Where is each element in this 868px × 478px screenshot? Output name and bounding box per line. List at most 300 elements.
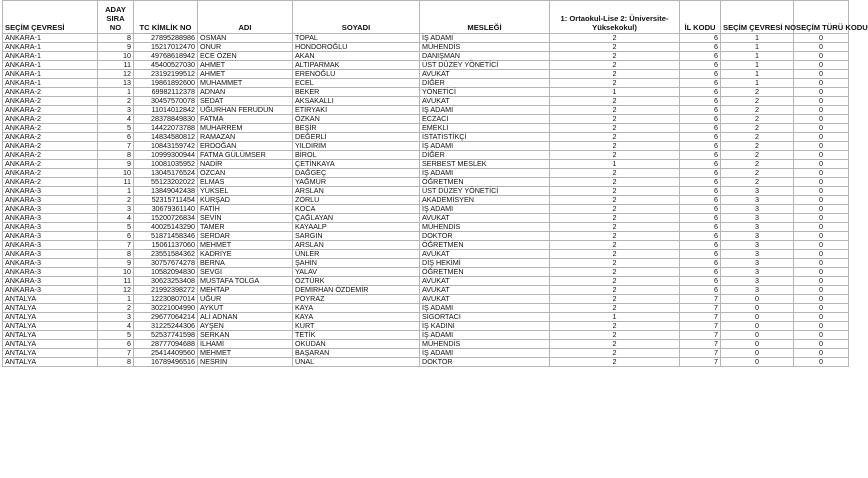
cell-meslegi: İŞ ADAMI — [420, 331, 550, 340]
cell-secim-cevresi: ANTALYA — [3, 331, 98, 340]
cell-adi: FATİH — [198, 205, 293, 214]
cell-tc-kimlik-no: 28777094688 — [134, 340, 198, 349]
cell-meslegi: AVUKAT — [420, 250, 550, 259]
cell-il-kodu: 6 — [680, 124, 721, 133]
cell-meslegi: EMEKLİ — [420, 124, 550, 133]
cell-secim-turu-kodu: 0 — [794, 160, 849, 169]
cell-secim-turu-kodu: 0 — [794, 169, 849, 178]
cell-il-kodu: 7 — [680, 340, 721, 349]
cell-aday-sira-no: 3 — [98, 205, 134, 214]
cell-secim-turu-kodu: 0 — [794, 115, 849, 124]
cell-aday-sira-no: 11 — [98, 61, 134, 70]
cell-tc-kimlik-no: 11014012842 — [134, 106, 198, 115]
cell-secim-turu-kodu: 0 — [794, 34, 849, 43]
cell-meslegi: AVUKAT — [420, 97, 550, 106]
cell-secim-turu-kodu: 0 — [794, 214, 849, 223]
cell-soyadi: TETİK — [293, 331, 420, 340]
cell-tc-kimlik-no: 10999300944 — [134, 151, 198, 160]
cell-secim-turu-kodu: 0 — [794, 106, 849, 115]
cell-secim-cevresi-no: 2 — [721, 88, 794, 97]
cell-adi: YÜKSEL — [198, 187, 293, 196]
cell-egitim: 2 — [550, 79, 680, 88]
cell-secim-cevresi-no: 3 — [721, 196, 794, 205]
cell-meslegi: ÜST DÜZEY YÖNETİCİ — [420, 187, 550, 196]
cell-tc-kimlik-no: 12230807014 — [134, 295, 198, 304]
cell-aday-sira-no: 4 — [98, 115, 134, 124]
cell-aday-sira-no: 3 — [98, 313, 134, 322]
cell-il-kodu: 6 — [680, 43, 721, 52]
cell-il-kodu: 6 — [680, 61, 721, 70]
cell-soyadi: ŞAHİN — [293, 259, 420, 268]
cell-soyadi: BEKER — [293, 88, 420, 97]
cell-aday-sira-no: 9 — [98, 160, 134, 169]
cell-secim-cevresi-no: 0 — [721, 295, 794, 304]
cell-secim-cevresi-no: 3 — [721, 241, 794, 250]
cell-aday-sira-no: 8 — [98, 358, 134, 367]
cell-il-kodu: 6 — [680, 178, 721, 187]
cell-il-kodu: 6 — [680, 88, 721, 97]
cell-secim-turu-kodu: 0 — [794, 304, 849, 313]
cell-soyadi: ÇETİNKAYA — [293, 160, 420, 169]
cell-meslegi: ECZACI — [420, 115, 550, 124]
cell-tc-kimlik-no: 30757674278 — [134, 259, 198, 268]
cell-egitim: 2 — [550, 295, 680, 304]
cell-il-kodu: 7 — [680, 331, 721, 340]
cell-secim-cevresi: ANKARA-1 — [3, 52, 98, 61]
cell-adi: ERDOĞAN — [198, 142, 293, 151]
cell-secim-cevresi-no: 0 — [721, 340, 794, 349]
cell-secim-turu-kodu: 0 — [794, 331, 849, 340]
cell-secim-cevresi-no: 0 — [721, 349, 794, 358]
cell-egitim: 2 — [550, 232, 680, 241]
cell-tc-kimlik-no: 40025143290 — [134, 223, 198, 232]
cell-egitim: 2 — [550, 52, 680, 61]
cell-soyadi: POYRAZ — [293, 295, 420, 304]
cell-adi: MEHMET — [198, 349, 293, 358]
cell-secim-cevresi: ANKARA-1 — [3, 70, 98, 79]
cell-secim-turu-kodu: 0 — [794, 61, 849, 70]
cell-soyadi: ÖZTÜRK — [293, 277, 420, 286]
cell-secim-cevresi-no: 2 — [721, 178, 794, 187]
header-meslegi: MESLEĞİ — [420, 1, 550, 34]
cell-secim-cevresi-no: 3 — [721, 250, 794, 259]
cell-soyadi: ZORLU — [293, 196, 420, 205]
cell-meslegi: AVUKAT — [420, 277, 550, 286]
cell-secim-cevresi: ANKARA-1 — [3, 43, 98, 52]
cell-secim-cevresi-no: 3 — [721, 259, 794, 268]
cell-soyadi: DEMİRHAN ÖZDEMİR — [293, 286, 420, 295]
cell-soyadi: ÇAĞLAYAN — [293, 214, 420, 223]
cell-egitim: 2 — [550, 106, 680, 115]
cell-egitim: 1 — [550, 88, 680, 97]
cell-aday-sira-no: 10 — [98, 268, 134, 277]
cell-adi: AHMET — [198, 70, 293, 79]
cell-adi: SEVGİ — [198, 268, 293, 277]
cell-meslegi: AVUKAT — [420, 214, 550, 223]
cell-meslegi: İŞ ADAMI — [420, 304, 550, 313]
cell-soyadi: BAŞARAN — [293, 349, 420, 358]
cell-aday-sira-no: 9 — [98, 43, 134, 52]
cell-il-kodu: 6 — [680, 133, 721, 142]
header-row — [3, 1, 849, 34]
cell-soyadi: AKSAKALLI — [293, 97, 420, 106]
candidate-table — [2, 0, 868, 367]
cell-il-kodu: 6 — [680, 241, 721, 250]
cell-secim-cevresi-no: 3 — [721, 277, 794, 286]
cell-secim-cevresi-no: 2 — [721, 106, 794, 115]
cell-il-kodu: 6 — [680, 52, 721, 61]
cell-tc-kimlik-no: 29677064214 — [134, 313, 198, 322]
header-egitim: 1: Ortaokul-Lise 2: Üniversite-Yüksekokul) — [550, 1, 680, 34]
cell-meslegi: İSTATİSTİKÇİ — [420, 133, 550, 142]
cell-egitim: 2 — [550, 322, 680, 331]
cell-tc-kimlik-no: 23551584362 — [134, 250, 198, 259]
header-secim-cevresi: SEÇİM ÇEVRESİ — [3, 1, 98, 34]
cell-adi: İLHAMİ — [198, 340, 293, 349]
cell-aday-sira-no: 7 — [98, 349, 134, 358]
cell-soyadi: KAYA — [293, 304, 420, 313]
cell-secim-cevresi: ANTALYA — [3, 349, 98, 358]
cell-secim-cevresi-no: 1 — [721, 61, 794, 70]
cell-aday-sira-no: 1 — [98, 187, 134, 196]
cell-aday-sira-no: 4 — [98, 322, 134, 331]
cell-adi: KADRİYE — [198, 250, 293, 259]
cell-egitim: 2 — [550, 70, 680, 79]
cell-il-kodu: 7 — [680, 358, 721, 367]
cell-tc-kimlik-no: 15217012470 — [134, 43, 198, 52]
cell-secim-cevresi-no: 2 — [721, 151, 794, 160]
cell-secim-cevresi: ANKARA-3 — [3, 232, 98, 241]
cell-egitim: 2 — [550, 142, 680, 151]
cell-egitim: 2 — [550, 250, 680, 259]
cell-soyadi: ÖZKAN — [293, 115, 420, 124]
cell-secim-turu-kodu: 0 — [794, 322, 849, 331]
cell-il-kodu: 7 — [680, 295, 721, 304]
cell-adi: MEHTAP — [198, 286, 293, 295]
cell-adi: MEHMET — [198, 241, 293, 250]
cell-egitim: 2 — [550, 223, 680, 232]
cell-meslegi: DİĞER — [420, 151, 550, 160]
cell-adi: SERDAR — [198, 232, 293, 241]
cell-secim-turu-kodu: 0 — [794, 241, 849, 250]
cell-egitim: 2 — [550, 97, 680, 106]
cell-tc-kimlik-no: 30221004990 — [134, 304, 198, 313]
cell-tc-kimlik-no: 31225244306 — [134, 322, 198, 331]
cell-soyadi: KOCA — [293, 205, 420, 214]
cell-soyadi: KAYAALP — [293, 223, 420, 232]
cell-secim-cevresi: ANTALYA — [3, 295, 98, 304]
cell-secim-cevresi-no: 1 — [721, 52, 794, 61]
cell-il-kodu: 6 — [680, 142, 721, 151]
cell-il-kodu: 6 — [680, 268, 721, 277]
cell-egitim: 1 — [550, 160, 680, 169]
cell-secim-turu-kodu: 0 — [794, 196, 849, 205]
cell-adi: MUHAMMET — [198, 79, 293, 88]
cell-il-kodu: 6 — [680, 151, 721, 160]
cell-il-kodu: 7 — [680, 349, 721, 358]
cell-soyadi: TOPAL — [293, 34, 420, 43]
cell-egitim: 2 — [550, 34, 680, 43]
cell-adi: UĞURHAN FERUDUN — [198, 106, 293, 115]
cell-tc-kimlik-no: 28378849830 — [134, 115, 198, 124]
cell-secim-cevresi-no: 3 — [721, 205, 794, 214]
cell-adi: SEVİN — [198, 214, 293, 223]
cell-meslegi: ÖĞRETMEN — [420, 268, 550, 277]
header-il-kodu: İL KODU — [680, 1, 721, 34]
cell-soyadi: ALTIPARMAK — [293, 61, 420, 70]
cell-egitim: 2 — [550, 43, 680, 52]
cell-adi: RAMAZAN — [198, 133, 293, 142]
cell-secim-cevresi-no: 3 — [721, 223, 794, 232]
cell-aday-sira-no: 7 — [98, 241, 134, 250]
cell-tc-kimlik-no: 10843159742 — [134, 142, 198, 151]
cell-secim-cevresi: ANKARA-2 — [3, 106, 98, 115]
cell-soyadi: ÜNAL — [293, 358, 420, 367]
cell-il-kodu: 7 — [680, 322, 721, 331]
cell-aday-sira-no: 5 — [98, 331, 134, 340]
cell-il-kodu: 6 — [680, 232, 721, 241]
cell-secim-cevresi-no: 0 — [721, 358, 794, 367]
cell-adi: FATMA GÜLÜMSER — [198, 151, 293, 160]
cell-egitim: 2 — [550, 286, 680, 295]
cell-secim-cevresi-no: 3 — [721, 286, 794, 295]
table-row — [3, 358, 849, 367]
cell-secim-turu-kodu: 0 — [794, 124, 849, 133]
cell-secim-turu-kodu: 0 — [794, 358, 849, 367]
cell-tc-kimlik-no: 10081035952 — [134, 160, 198, 169]
cell-soyadi: BİROL — [293, 151, 420, 160]
cell-tc-kimlik-no: 16789496516 — [134, 358, 198, 367]
cell-adi: MUHARREM — [198, 124, 293, 133]
cell-secim-turu-kodu: 0 — [794, 232, 849, 241]
cell-secim-turu-kodu: 0 — [794, 250, 849, 259]
cell-il-kodu: 6 — [680, 286, 721, 295]
header-secim-turu-kodu: SEÇİM TÜRÜ KODU — [794, 1, 849, 34]
cell-secim-cevresi-no: 3 — [721, 268, 794, 277]
cell-secim-cevresi: ANTALYA — [3, 313, 98, 322]
cell-secim-turu-kodu: 0 — [794, 349, 849, 358]
cell-secim-cevresi: ANKARA-2 — [3, 88, 98, 97]
cell-adi: BERNA — [198, 259, 293, 268]
cell-soyadi: OKUDAN — [293, 340, 420, 349]
cell-tc-kimlik-no: 27895288986 — [134, 34, 198, 43]
cell-tc-kimlik-no: 51871458346 — [134, 232, 198, 241]
cell-meslegi: SERBEST MESLEK — [420, 160, 550, 169]
cell-il-kodu: 6 — [680, 106, 721, 115]
cell-secim-cevresi-no: 2 — [721, 97, 794, 106]
cell-tc-kimlik-no: 52537741598 — [134, 331, 198, 340]
cell-tc-kimlik-no: 30457570078 — [134, 97, 198, 106]
cell-meslegi: DİŞ HEKİMİ — [420, 259, 550, 268]
cell-il-kodu: 6 — [680, 160, 721, 169]
cell-tc-kimlik-no: 52315711454 — [134, 196, 198, 205]
cell-meslegi: İŞ ADAMI — [420, 34, 550, 43]
cell-secim-turu-kodu: 0 — [794, 133, 849, 142]
header-secim-cevresi-no: SEÇİM ÇEVRESİ NO — [721, 1, 794, 34]
cell-secim-cevresi: ANKARA-3 — [3, 223, 98, 232]
cell-tc-kimlik-no: 45400527030 — [134, 61, 198, 70]
cell-egitim: 2 — [550, 205, 680, 214]
cell-aday-sira-no: 10 — [98, 52, 134, 61]
cell-secim-cevresi-no: 1 — [721, 34, 794, 43]
cell-egitim: 2 — [550, 187, 680, 196]
cell-il-kodu: 6 — [680, 214, 721, 223]
cell-tc-kimlik-no: 14834580812 — [134, 133, 198, 142]
cell-adi: ECE ÖZEN — [198, 52, 293, 61]
cell-tc-kimlik-no: 21992398272 — [134, 286, 198, 295]
cell-soyadi: ECEL — [293, 79, 420, 88]
cell-egitim: 2 — [550, 340, 680, 349]
cell-adi: SEDAT — [198, 97, 293, 106]
cell-meslegi: AKADEMİSYEN — [420, 196, 550, 205]
cell-meslegi: İŞ ADAMI — [420, 349, 550, 358]
cell-secim-cevresi: ANTALYA — [3, 322, 98, 331]
cell-aday-sira-no: 8 — [98, 34, 134, 43]
cell-soyadi: KURT — [293, 322, 420, 331]
cell-secim-cevresi-no: 0 — [721, 331, 794, 340]
cell-aday-sira-no: 1 — [98, 88, 134, 97]
cell-secim-cevresi: ANKARA-2 — [3, 178, 98, 187]
cell-aday-sira-no: 5 — [98, 124, 134, 133]
cell-secim-cevresi: ANTALYA — [3, 358, 98, 367]
cell-meslegi: İŞ KADINI — [420, 322, 550, 331]
cell-secim-cevresi-no: 1 — [721, 79, 794, 88]
cell-secim-turu-kodu: 0 — [794, 340, 849, 349]
cell-secim-cevresi-no: 3 — [721, 187, 794, 196]
cell-soyadi: KAYA — [293, 313, 420, 322]
cell-secim-cevresi-no: 0 — [721, 322, 794, 331]
cell-secim-cevresi-no: 2 — [721, 142, 794, 151]
cell-secim-cevresi: ANTALYA — [3, 340, 98, 349]
cell-meslegi: AVUKAT — [420, 286, 550, 295]
cell-meslegi: DOKTOR — [420, 232, 550, 241]
cell-meslegi: ÖĞRETMEN — [420, 241, 550, 250]
cell-soyadi: ÜNLER — [293, 250, 420, 259]
cell-secim-turu-kodu: 0 — [794, 286, 849, 295]
cell-adi: ONUR — [198, 43, 293, 52]
cell-meslegi: İŞ ADAMI — [420, 106, 550, 115]
cell-secim-cevresi: ANTALYA — [3, 304, 98, 313]
cell-secim-cevresi-no: 2 — [721, 169, 794, 178]
cell-secim-cevresi-no: 2 — [721, 133, 794, 142]
cell-aday-sira-no: 9 — [98, 259, 134, 268]
cell-egitim: 2 — [550, 268, 680, 277]
cell-il-kodu: 6 — [680, 250, 721, 259]
header-tc-kimlik-no: TC KİMLİK NO — [134, 1, 198, 34]
cell-secim-turu-kodu: 0 — [794, 70, 849, 79]
cell-il-kodu: 6 — [680, 34, 721, 43]
cell-secim-cevresi: ANKARA-2 — [3, 97, 98, 106]
cell-secim-cevresi: ANKARA-2 — [3, 115, 98, 124]
cell-egitim: 2 — [550, 331, 680, 340]
cell-secim-cevresi: ANKARA-2 — [3, 151, 98, 160]
cell-soyadi: HONDOROĞLU — [293, 43, 420, 52]
cell-egitim: 2 — [550, 214, 680, 223]
cell-aday-sira-no: 12 — [98, 70, 134, 79]
header-adi: ADI — [198, 1, 293, 34]
cell-adi: AYKUT — [198, 304, 293, 313]
cell-meslegi: MÜHENDİS — [420, 340, 550, 349]
cell-meslegi: İŞ ADAMI — [420, 205, 550, 214]
cell-secim-cevresi: ANKARA-2 — [3, 160, 98, 169]
cell-soyadi: SARGIN — [293, 232, 420, 241]
cell-aday-sira-no: 6 — [98, 340, 134, 349]
cell-egitim: 2 — [550, 349, 680, 358]
cell-adi: UĞUR — [198, 295, 293, 304]
cell-egitim: 2 — [550, 259, 680, 268]
cell-secim-turu-kodu: 0 — [794, 52, 849, 61]
cell-secim-cevresi: ANKARA-3 — [3, 286, 98, 295]
cell-secim-cevresi: ANKARA-2 — [3, 169, 98, 178]
cell-il-kodu: 6 — [680, 97, 721, 106]
cell-secim-cevresi-no: 2 — [721, 124, 794, 133]
cell-tc-kimlik-no: 15061137060 — [134, 241, 198, 250]
cell-adi: NADİR — [198, 160, 293, 169]
cell-meslegi: İŞ ADAMI — [420, 142, 550, 151]
cell-secim-turu-kodu: 0 — [794, 268, 849, 277]
cell-egitim: 2 — [550, 133, 680, 142]
cell-soyadi: ARSLAN — [293, 241, 420, 250]
cell-il-kodu: 7 — [680, 313, 721, 322]
cell-secim-turu-kodu: 0 — [794, 277, 849, 286]
cell-secim-turu-kodu: 0 — [794, 88, 849, 97]
cell-secim-turu-kodu: 0 — [794, 97, 849, 106]
cell-secim-turu-kodu: 0 — [794, 259, 849, 268]
cell-aday-sira-no: 4 — [98, 214, 134, 223]
cell-adi: NESRİN — [198, 358, 293, 367]
cell-il-kodu: 6 — [680, 223, 721, 232]
cell-secim-cevresi: ANKARA-1 — [3, 61, 98, 70]
cell-tc-kimlik-no: 23192199512 — [134, 70, 198, 79]
cell-soyadi: BEŞİR — [293, 124, 420, 133]
cell-egitim: 2 — [550, 304, 680, 313]
cell-secim-cevresi: ANKARA-1 — [3, 34, 98, 43]
cell-secim-cevresi: ANKARA-3 — [3, 196, 98, 205]
cell-egitim: 2 — [550, 151, 680, 160]
cell-adi: AHMET — [198, 61, 293, 70]
cell-meslegi: DİĞER — [420, 79, 550, 88]
cell-secim-cevresi-no: 1 — [721, 43, 794, 52]
cell-il-kodu: 6 — [680, 205, 721, 214]
cell-aday-sira-no: 2 — [98, 97, 134, 106]
cell-egitim: 2 — [550, 358, 680, 367]
cell-secim-cevresi-no: 0 — [721, 304, 794, 313]
cell-meslegi: ÖĞRETMEN — [420, 178, 550, 187]
cell-secim-turu-kodu: 0 — [794, 79, 849, 88]
cell-egitim: 2 — [550, 61, 680, 70]
cell-soyadi: ARSLAN — [293, 187, 420, 196]
cell-meslegi: AVUKAT — [420, 70, 550, 79]
cell-secim-cevresi: ANKARA-3 — [3, 214, 98, 223]
cell-secim-turu-kodu: 0 — [794, 295, 849, 304]
cell-egitim: 2 — [550, 241, 680, 250]
cell-adi: ALİ ADNAN — [198, 313, 293, 322]
cell-adi: ÖZCAN — [198, 169, 293, 178]
cell-aday-sira-no: 2 — [98, 304, 134, 313]
cell-tc-kimlik-no: 13849042438 — [134, 187, 198, 196]
cell-secim-cevresi-no: 2 — [721, 115, 794, 124]
cell-soyadi: YILDIRIM — [293, 142, 420, 151]
cell-tc-kimlik-no: 25414409560 — [134, 349, 198, 358]
cell-aday-sira-no: 11 — [98, 277, 134, 286]
cell-adi: SERKAN — [198, 331, 293, 340]
cell-secim-cevresi-no: 3 — [721, 214, 794, 223]
cell-secim-cevresi-no: 0 — [721, 313, 794, 322]
cell-tc-kimlik-no: 55123202022 — [134, 178, 198, 187]
cell-secim-turu-kodu: 0 — [794, 313, 849, 322]
cell-egitim: 2 — [550, 115, 680, 124]
cell-egitim: 2 — [550, 196, 680, 205]
